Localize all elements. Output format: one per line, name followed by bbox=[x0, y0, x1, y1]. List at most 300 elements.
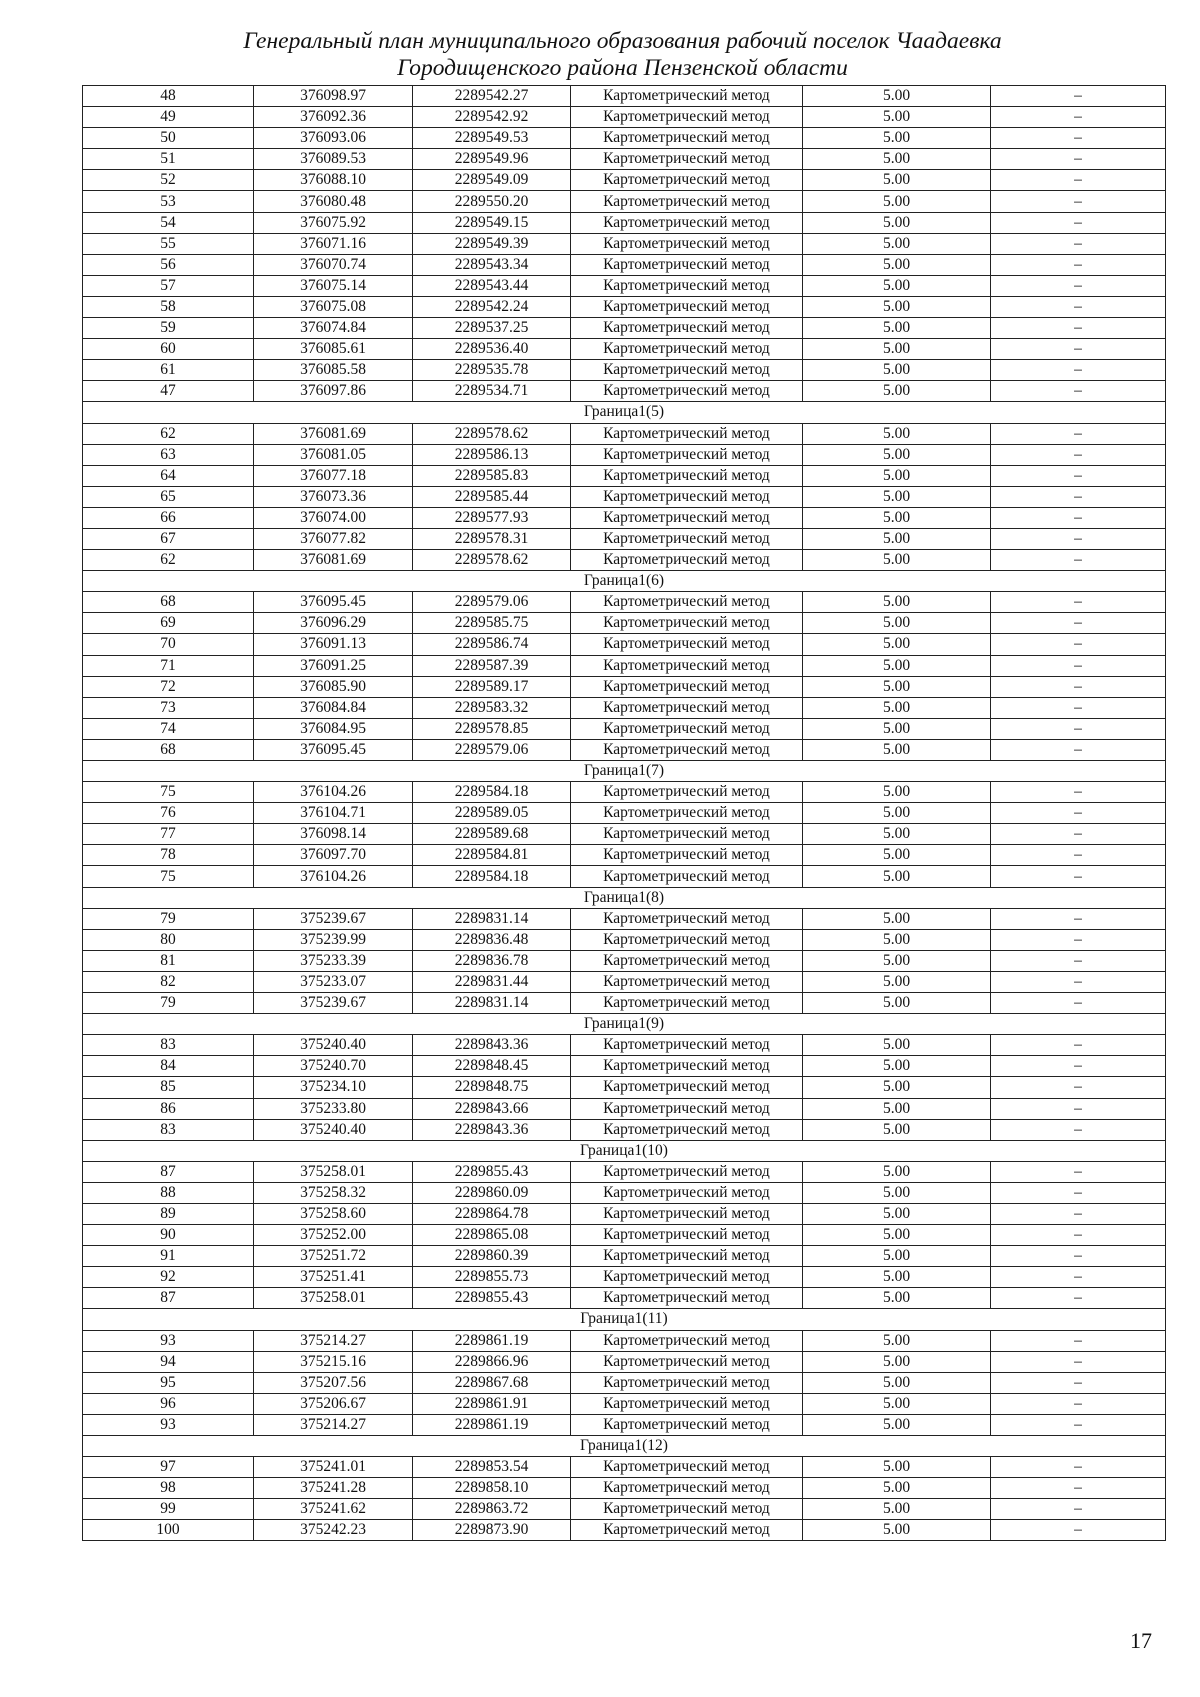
table-row bbox=[83, 1330, 1166, 1351]
boundary-group-row bbox=[83, 1140, 1166, 1161]
note-cell: – bbox=[991, 296, 1166, 317]
note-cell: – bbox=[991, 739, 1166, 760]
accuracy-cell: 5.00 bbox=[803, 170, 991, 191]
note-cell: – bbox=[991, 950, 1166, 971]
note-cell: – bbox=[991, 339, 1166, 360]
point-number-cell: 48 bbox=[83, 86, 254, 107]
table-row bbox=[83, 845, 1166, 866]
point-number-cell: 79 bbox=[83, 993, 254, 1014]
point-number-cell: 94 bbox=[83, 1351, 254, 1372]
x-coordinate-cell: 375239.67 bbox=[254, 993, 413, 1014]
table-row bbox=[83, 1246, 1166, 1267]
table-row bbox=[83, 1203, 1166, 1224]
y-coordinate-cell: 2289549.15 bbox=[413, 212, 571, 233]
table-row bbox=[83, 1393, 1166, 1414]
boundary-group-label: Граница1(11) bbox=[83, 1309, 1166, 1330]
point-number-cell: 66 bbox=[83, 507, 254, 528]
x-coordinate-cell: 375258.01 bbox=[254, 1288, 413, 1309]
x-coordinate-cell: 376089.53 bbox=[254, 149, 413, 170]
method-cell: Картометрический метод bbox=[571, 107, 803, 128]
x-coordinate-cell: 375240.70 bbox=[254, 1056, 413, 1077]
accuracy-cell: 5.00 bbox=[803, 971, 991, 992]
note-cell: – bbox=[991, 486, 1166, 507]
point-number-cell: 65 bbox=[83, 486, 254, 507]
x-coordinate-cell: 375234.10 bbox=[254, 1077, 413, 1098]
method-cell: Картометрический метод bbox=[571, 676, 803, 697]
accuracy-cell: 5.00 bbox=[803, 296, 991, 317]
accuracy-cell: 5.00 bbox=[803, 782, 991, 803]
point-number-cell: 49 bbox=[83, 107, 254, 128]
x-coordinate-cell: 376070.74 bbox=[254, 254, 413, 275]
x-coordinate-cell: 375258.60 bbox=[254, 1203, 413, 1224]
method-cell: Картометрический метод bbox=[571, 1225, 803, 1246]
table-row bbox=[83, 318, 1166, 339]
table-row bbox=[83, 993, 1166, 1014]
table-row bbox=[83, 339, 1166, 360]
note-cell: – bbox=[991, 845, 1166, 866]
method-cell: Картометрический метод bbox=[571, 465, 803, 486]
accuracy-cell: 5.00 bbox=[803, 86, 991, 107]
accuracy-cell: 5.00 bbox=[803, 1499, 991, 1520]
x-coordinate-cell: 375233.80 bbox=[254, 1098, 413, 1119]
note-cell: – bbox=[991, 212, 1166, 233]
x-coordinate-cell: 375251.72 bbox=[254, 1246, 413, 1267]
point-number-cell: 77 bbox=[83, 824, 254, 845]
y-coordinate-cell: 2289549.53 bbox=[413, 128, 571, 149]
table-row bbox=[83, 1098, 1166, 1119]
note-cell: – bbox=[991, 1035, 1166, 1056]
method-cell: Картометрический метод bbox=[571, 191, 803, 212]
accuracy-cell: 5.00 bbox=[803, 1056, 991, 1077]
y-coordinate-cell: 2289578.62 bbox=[413, 423, 571, 444]
y-coordinate-cell: 2289586.13 bbox=[413, 444, 571, 465]
x-coordinate-cell: 376098.97 bbox=[254, 86, 413, 107]
accuracy-cell: 5.00 bbox=[803, 360, 991, 381]
method-cell: Картометрический метод bbox=[571, 275, 803, 296]
x-coordinate-cell: 375207.56 bbox=[254, 1372, 413, 1393]
method-cell: Картометрический метод bbox=[571, 929, 803, 950]
point-number-cell: 53 bbox=[83, 191, 254, 212]
y-coordinate-cell: 2289843.36 bbox=[413, 1035, 571, 1056]
x-coordinate-cell: 376080.48 bbox=[254, 191, 413, 212]
accuracy-cell: 5.00 bbox=[803, 423, 991, 444]
table-row bbox=[83, 613, 1166, 634]
note-cell: – bbox=[991, 1161, 1166, 1182]
y-coordinate-cell: 2289843.36 bbox=[413, 1119, 571, 1140]
y-coordinate-cell: 2289589.17 bbox=[413, 676, 571, 697]
table-row bbox=[83, 212, 1166, 233]
x-coordinate-cell: 376104.71 bbox=[254, 803, 413, 824]
table-row bbox=[83, 1414, 1166, 1435]
method-cell: Картометрический метод bbox=[571, 1119, 803, 1140]
x-coordinate-cell: 376097.86 bbox=[254, 381, 413, 402]
accuracy-cell: 5.00 bbox=[803, 845, 991, 866]
note-cell: – bbox=[991, 592, 1166, 613]
y-coordinate-cell: 2289855.43 bbox=[413, 1161, 571, 1182]
x-coordinate-cell: 375258.32 bbox=[254, 1182, 413, 1203]
accuracy-cell: 5.00 bbox=[803, 824, 991, 845]
method-cell: Картометрический метод bbox=[571, 782, 803, 803]
note-cell: – bbox=[991, 1225, 1166, 1246]
accuracy-cell: 5.00 bbox=[803, 381, 991, 402]
accuracy-cell: 5.00 bbox=[803, 908, 991, 929]
x-coordinate-cell: 376075.08 bbox=[254, 296, 413, 317]
method-cell: Картометрический метод bbox=[571, 528, 803, 549]
table-row bbox=[83, 971, 1166, 992]
point-number-cell: 83 bbox=[83, 1035, 254, 1056]
y-coordinate-cell: 2289864.78 bbox=[413, 1203, 571, 1224]
point-number-cell: 68 bbox=[83, 739, 254, 760]
y-coordinate-cell: 2289585.83 bbox=[413, 465, 571, 486]
table-row bbox=[83, 107, 1166, 128]
note-cell: – bbox=[991, 149, 1166, 170]
y-coordinate-cell: 2289542.92 bbox=[413, 107, 571, 128]
point-number-cell: 93 bbox=[83, 1414, 254, 1435]
y-coordinate-cell: 2289861.19 bbox=[413, 1330, 571, 1351]
note-cell: – bbox=[991, 697, 1166, 718]
x-coordinate-cell: 375242.23 bbox=[254, 1520, 413, 1541]
accuracy-cell: 5.00 bbox=[803, 1267, 991, 1288]
method-cell: Картометрический метод bbox=[571, 592, 803, 613]
note-cell: – bbox=[991, 634, 1166, 655]
accuracy-cell: 5.00 bbox=[803, 550, 991, 571]
y-coordinate-cell: 2289836.78 bbox=[413, 950, 571, 971]
y-coordinate-cell: 2289858.10 bbox=[413, 1478, 571, 1499]
point-number-cell: 75 bbox=[83, 782, 254, 803]
x-coordinate-cell: 375214.27 bbox=[254, 1414, 413, 1435]
table-row bbox=[83, 1225, 1166, 1246]
y-coordinate-cell: 2289549.39 bbox=[413, 233, 571, 254]
point-number-cell: 96 bbox=[83, 1393, 254, 1414]
note-cell: – bbox=[991, 1499, 1166, 1520]
x-coordinate-cell: 375206.67 bbox=[254, 1393, 413, 1414]
accuracy-cell: 5.00 bbox=[803, 1246, 991, 1267]
note-cell: – bbox=[991, 1330, 1166, 1351]
note-cell: – bbox=[991, 1119, 1166, 1140]
table-row bbox=[83, 550, 1166, 571]
x-coordinate-cell: 376075.92 bbox=[254, 212, 413, 233]
table-row bbox=[83, 254, 1166, 275]
method-cell: Картометрический метод bbox=[571, 550, 803, 571]
document-header bbox=[80, 28, 1165, 82]
accuracy-cell: 5.00 bbox=[803, 1035, 991, 1056]
y-coordinate-cell: 2289855.43 bbox=[413, 1288, 571, 1309]
y-coordinate-cell: 2289578.31 bbox=[413, 528, 571, 549]
table-row bbox=[83, 1499, 1166, 1520]
x-coordinate-cell: 376095.45 bbox=[254, 739, 413, 760]
method-cell: Картометрический метод bbox=[571, 950, 803, 971]
method-cell: Картометрический метод bbox=[571, 866, 803, 887]
accuracy-cell: 5.00 bbox=[803, 528, 991, 549]
accuracy-cell: 5.00 bbox=[803, 254, 991, 275]
x-coordinate-cell: 375239.67 bbox=[254, 908, 413, 929]
x-coordinate-cell: 375215.16 bbox=[254, 1351, 413, 1372]
point-number-cell: 99 bbox=[83, 1499, 254, 1520]
method-cell: Картометрический метод bbox=[571, 697, 803, 718]
method-cell: Картометрический метод bbox=[571, 1520, 803, 1541]
method-cell: Картометрический метод bbox=[571, 212, 803, 233]
method-cell: Картометрический метод bbox=[571, 444, 803, 465]
document-title-line-2: Городищенского района Пензенской области bbox=[397, 55, 848, 81]
accuracy-cell: 5.00 bbox=[803, 1077, 991, 1098]
method-cell: Картометрический метод bbox=[571, 824, 803, 845]
method-cell: Картометрический метод bbox=[571, 233, 803, 254]
note-cell: – bbox=[991, 824, 1166, 845]
y-coordinate-cell: 2289831.14 bbox=[413, 908, 571, 929]
method-cell: Картометрический метод bbox=[571, 971, 803, 992]
table-row bbox=[83, 1351, 1166, 1372]
method-cell: Картометрический метод bbox=[571, 1414, 803, 1435]
note-cell: – bbox=[991, 170, 1166, 191]
y-coordinate-cell: 2289583.32 bbox=[413, 697, 571, 718]
method-cell: Картометрический метод bbox=[571, 360, 803, 381]
y-coordinate-cell: 2289587.39 bbox=[413, 655, 571, 676]
method-cell: Картометрический метод bbox=[571, 86, 803, 107]
table-row bbox=[83, 528, 1166, 549]
boundary-group-row bbox=[83, 887, 1166, 908]
accuracy-cell: 5.00 bbox=[803, 803, 991, 824]
point-number-cell: 59 bbox=[83, 318, 254, 339]
y-coordinate-cell: 2289537.25 bbox=[413, 318, 571, 339]
x-coordinate-cell: 375214.27 bbox=[254, 1330, 413, 1351]
method-cell: Картометрический метод bbox=[571, 1077, 803, 1098]
method-cell: Картометрический метод bbox=[571, 339, 803, 360]
document-title-line-1: Генеральный план муниципального образования рабочий поселок Чаадаевка bbox=[243, 28, 1002, 54]
accuracy-cell: 5.00 bbox=[803, 149, 991, 170]
method-cell: Картометрический метод bbox=[571, 296, 803, 317]
point-number-cell: 82 bbox=[83, 971, 254, 992]
x-coordinate-cell: 375252.00 bbox=[254, 1225, 413, 1246]
note-cell: – bbox=[991, 613, 1166, 634]
note-cell: – bbox=[991, 444, 1166, 465]
table-row bbox=[83, 1520, 1166, 1541]
accuracy-cell: 5.00 bbox=[803, 339, 991, 360]
y-coordinate-cell: 2289867.68 bbox=[413, 1372, 571, 1393]
y-coordinate-cell: 2289578.62 bbox=[413, 550, 571, 571]
x-coordinate-cell: 375241.62 bbox=[254, 1499, 413, 1520]
x-coordinate-cell: 376085.58 bbox=[254, 360, 413, 381]
boundary-group-row bbox=[83, 1014, 1166, 1035]
y-coordinate-cell: 2289831.14 bbox=[413, 993, 571, 1014]
point-number-cell: 92 bbox=[83, 1267, 254, 1288]
accuracy-cell: 5.00 bbox=[803, 697, 991, 718]
method-cell: Картометрический метод bbox=[571, 1457, 803, 1478]
table-row bbox=[83, 782, 1166, 803]
accuracy-cell: 5.00 bbox=[803, 1330, 991, 1351]
accuracy-cell: 5.00 bbox=[803, 212, 991, 233]
y-coordinate-cell: 2289579.06 bbox=[413, 592, 571, 613]
note-cell: – bbox=[991, 360, 1166, 381]
point-number-cell: 72 bbox=[83, 676, 254, 697]
accuracy-cell: 5.00 bbox=[803, 1520, 991, 1541]
note-cell: – bbox=[991, 128, 1166, 149]
note-cell: – bbox=[991, 1393, 1166, 1414]
x-coordinate-cell: 375233.07 bbox=[254, 971, 413, 992]
note-cell: – bbox=[991, 1372, 1166, 1393]
x-coordinate-cell: 376088.10 bbox=[254, 170, 413, 191]
point-number-cell: 62 bbox=[83, 423, 254, 444]
method-cell: Картометрический метод bbox=[571, 1393, 803, 1414]
y-coordinate-cell: 2289860.09 bbox=[413, 1182, 571, 1203]
method-cell: Картометрический метод bbox=[571, 803, 803, 824]
table-row bbox=[83, 444, 1166, 465]
y-coordinate-cell: 2289579.06 bbox=[413, 739, 571, 760]
accuracy-cell: 5.00 bbox=[803, 718, 991, 739]
point-number-cell: 52 bbox=[83, 170, 254, 191]
y-coordinate-cell: 2289584.18 bbox=[413, 866, 571, 887]
accuracy-cell: 5.00 bbox=[803, 866, 991, 887]
table-row bbox=[83, 634, 1166, 655]
note-cell: – bbox=[991, 908, 1166, 929]
point-number-cell: 78 bbox=[83, 845, 254, 866]
y-coordinate-cell: 2289860.39 bbox=[413, 1246, 571, 1267]
point-number-cell: 90 bbox=[83, 1225, 254, 1246]
point-number-cell: 88 bbox=[83, 1182, 254, 1203]
accuracy-cell: 5.00 bbox=[803, 1203, 991, 1224]
method-cell: Картометрический метод bbox=[571, 1098, 803, 1119]
note-cell: – bbox=[991, 528, 1166, 549]
x-coordinate-cell: 376091.13 bbox=[254, 634, 413, 655]
point-number-cell: 93 bbox=[83, 1330, 254, 1351]
table-row bbox=[83, 423, 1166, 444]
point-number-cell: 57 bbox=[83, 275, 254, 296]
accuracy-cell: 5.00 bbox=[803, 107, 991, 128]
accuracy-cell: 5.00 bbox=[803, 929, 991, 950]
point-number-cell: 74 bbox=[83, 718, 254, 739]
y-coordinate-cell: 2289831.44 bbox=[413, 971, 571, 992]
note-cell: – bbox=[991, 782, 1166, 803]
note-cell: – bbox=[991, 1056, 1166, 1077]
x-coordinate-cell: 376074.84 bbox=[254, 318, 413, 339]
method-cell: Картометрический метод bbox=[571, 613, 803, 634]
note-cell: – bbox=[991, 275, 1166, 296]
point-number-cell: 76 bbox=[83, 803, 254, 824]
point-number-cell: 100 bbox=[83, 1520, 254, 1541]
x-coordinate-cell: 375233.39 bbox=[254, 950, 413, 971]
table-row bbox=[83, 718, 1166, 739]
point-number-cell: 98 bbox=[83, 1478, 254, 1499]
note-cell: – bbox=[991, 1182, 1166, 1203]
table-row bbox=[83, 950, 1166, 971]
method-cell: Картометрический метод bbox=[571, 423, 803, 444]
y-coordinate-cell: 2289549.96 bbox=[413, 149, 571, 170]
x-coordinate-cell: 376095.45 bbox=[254, 592, 413, 613]
boundary-group-label: Граница1(7) bbox=[83, 761, 1166, 782]
boundary-group-label: Граница1(9) bbox=[83, 1014, 1166, 1035]
y-coordinate-cell: 2289843.66 bbox=[413, 1098, 571, 1119]
note-cell: – bbox=[991, 465, 1166, 486]
point-number-cell: 60 bbox=[83, 339, 254, 360]
y-coordinate-cell: 2289543.34 bbox=[413, 254, 571, 275]
point-number-cell: 91 bbox=[83, 1246, 254, 1267]
accuracy-cell: 5.00 bbox=[803, 1372, 991, 1393]
accuracy-cell: 5.00 bbox=[803, 1119, 991, 1140]
x-coordinate-cell: 375251.41 bbox=[254, 1267, 413, 1288]
method-cell: Картометрический метод bbox=[571, 1499, 803, 1520]
accuracy-cell: 5.00 bbox=[803, 318, 991, 339]
page-number: 17 bbox=[1130, 1628, 1152, 1653]
note-cell: – bbox=[991, 866, 1166, 887]
y-coordinate-cell: 2289585.44 bbox=[413, 486, 571, 507]
table-row bbox=[83, 803, 1166, 824]
note-cell: – bbox=[991, 381, 1166, 402]
point-number-cell: 68 bbox=[83, 592, 254, 613]
method-cell: Картометрический метод bbox=[571, 1203, 803, 1224]
method-cell: Картометрический метод bbox=[571, 1161, 803, 1182]
method-cell: Картометрический метод bbox=[571, 718, 803, 739]
accuracy-cell: 5.00 bbox=[803, 275, 991, 296]
x-coordinate-cell: 376071.16 bbox=[254, 233, 413, 254]
note-cell: – bbox=[991, 655, 1166, 676]
x-coordinate-cell: 376077.18 bbox=[254, 465, 413, 486]
method-cell: Картометрический метод bbox=[571, 381, 803, 402]
method-cell: Картометрический метод bbox=[571, 128, 803, 149]
table-row bbox=[83, 1182, 1166, 1203]
point-number-cell: 81 bbox=[83, 950, 254, 971]
accuracy-cell: 5.00 bbox=[803, 1161, 991, 1182]
y-coordinate-cell: 2289535.78 bbox=[413, 360, 571, 381]
x-coordinate-cell: 376081.69 bbox=[254, 423, 413, 444]
point-number-cell: 87 bbox=[83, 1161, 254, 1182]
x-coordinate-cell: 375241.28 bbox=[254, 1478, 413, 1499]
accuracy-cell: 5.00 bbox=[803, 128, 991, 149]
y-coordinate-cell: 2289873.90 bbox=[413, 1520, 571, 1541]
y-coordinate-cell: 2289536.40 bbox=[413, 339, 571, 360]
accuracy-cell: 5.00 bbox=[803, 1098, 991, 1119]
y-coordinate-cell: 2289585.75 bbox=[413, 613, 571, 634]
x-coordinate-cell: 376084.95 bbox=[254, 718, 413, 739]
point-number-cell: 61 bbox=[83, 360, 254, 381]
y-coordinate-cell: 2289836.48 bbox=[413, 929, 571, 950]
table-row bbox=[83, 170, 1166, 191]
x-coordinate-cell: 376104.26 bbox=[254, 782, 413, 803]
note-cell: – bbox=[991, 1478, 1166, 1499]
x-coordinate-cell: 376081.69 bbox=[254, 550, 413, 571]
x-coordinate-cell: 376074.00 bbox=[254, 507, 413, 528]
note-cell: – bbox=[991, 318, 1166, 339]
accuracy-cell: 5.00 bbox=[803, 486, 991, 507]
table-row bbox=[83, 275, 1166, 296]
y-coordinate-cell: 2289550.20 bbox=[413, 191, 571, 212]
y-coordinate-cell: 2289578.85 bbox=[413, 718, 571, 739]
note-cell: – bbox=[991, 676, 1166, 697]
accuracy-cell: 5.00 bbox=[803, 993, 991, 1014]
method-cell: Картометрический метод bbox=[571, 655, 803, 676]
boundary-group-label: Граница1(12) bbox=[83, 1436, 1166, 1457]
note-cell: – bbox=[991, 1288, 1166, 1309]
y-coordinate-cell: 2289542.27 bbox=[413, 86, 571, 107]
x-coordinate-cell: 375239.99 bbox=[254, 929, 413, 950]
table-row bbox=[83, 360, 1166, 381]
y-coordinate-cell: 2289861.19 bbox=[413, 1414, 571, 1435]
y-coordinate-cell: 2289848.75 bbox=[413, 1077, 571, 1098]
point-number-cell: 47 bbox=[83, 381, 254, 402]
y-coordinate-cell: 2289865.08 bbox=[413, 1225, 571, 1246]
point-number-cell: 54 bbox=[83, 212, 254, 233]
table-row bbox=[83, 676, 1166, 697]
method-cell: Картометрический метод bbox=[571, 634, 803, 655]
y-coordinate-cell: 2289549.09 bbox=[413, 170, 571, 191]
table-row bbox=[83, 655, 1166, 676]
point-number-cell: 58 bbox=[83, 296, 254, 317]
method-cell: Картометрический метод bbox=[571, 1330, 803, 1351]
table-row bbox=[83, 1372, 1166, 1393]
x-coordinate-cell: 376096.29 bbox=[254, 613, 413, 634]
method-cell: Картометрический метод bbox=[571, 908, 803, 929]
y-coordinate-cell: 2289848.45 bbox=[413, 1056, 571, 1077]
x-coordinate-cell: 376097.70 bbox=[254, 845, 413, 866]
method-cell: Картометрический метод bbox=[571, 1288, 803, 1309]
